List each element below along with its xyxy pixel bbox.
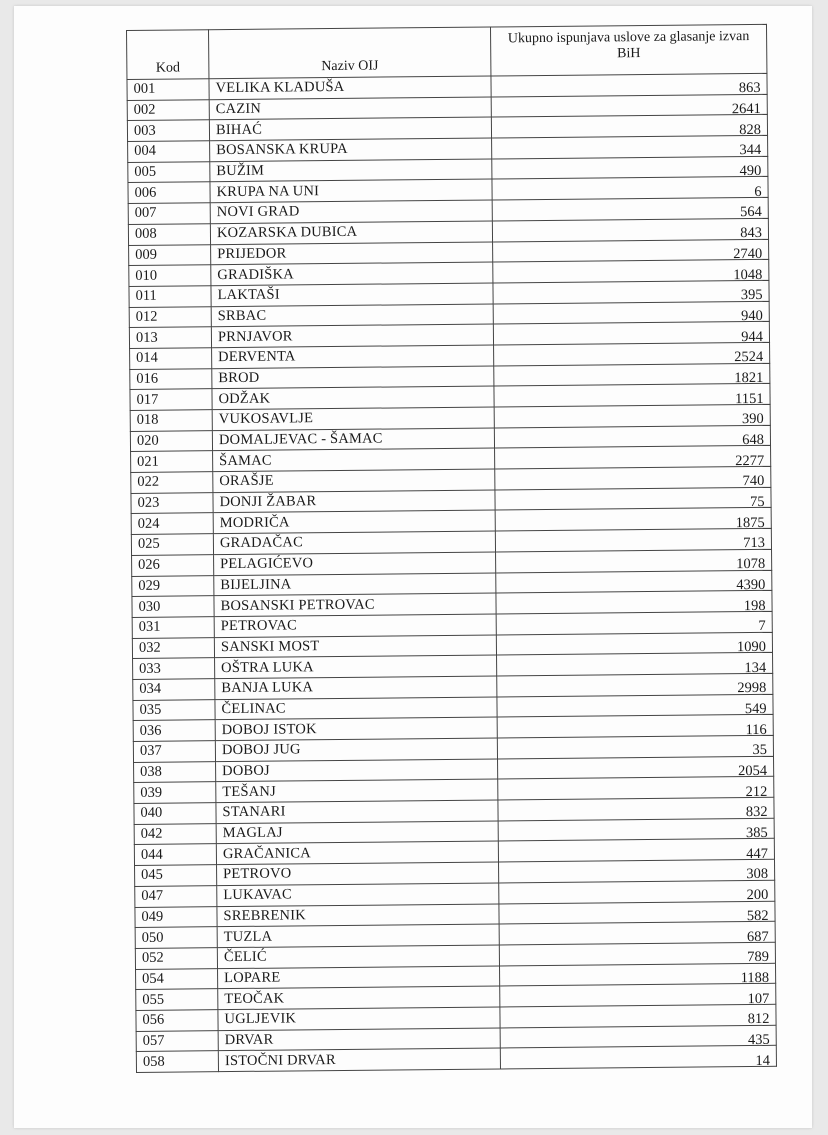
value-cell: 116 [497, 720, 773, 743]
table-header-row [127, 24, 767, 79]
code-cell: 025 [131, 534, 213, 555]
value-cell: 7 [496, 616, 772, 639]
value-cell: 944 [493, 327, 769, 350]
name-cell: BROD [212, 366, 494, 389]
code-cell: 052 [135, 948, 217, 969]
value-cell: 740 [495, 471, 771, 494]
value-cell: 344 [492, 140, 768, 163]
name-cell: DOBOJ ISTOK [215, 717, 497, 740]
name-cell: KRUPA NA UNI [210, 179, 492, 202]
name-cell: ORAŠJE [213, 469, 495, 492]
voters-table [126, 24, 777, 1073]
header-value: Ukupno ispunjava uslove za glasanje izvan BiH [490, 24, 766, 76]
value-cell: 1188 [500, 968, 776, 991]
name-cell: BIJELJINA [214, 572, 496, 595]
name-cell: GRAČANICA [216, 841, 498, 864]
document-page [14, 6, 812, 1128]
code-cell: 047 [135, 885, 217, 906]
code-cell: 006 [128, 182, 210, 203]
value-cell: 395 [493, 285, 769, 308]
name-cell: BOSANSKI PETROVAC [214, 593, 496, 616]
code-cell: 035 [133, 699, 215, 720]
code-cell: 050 [135, 927, 217, 948]
name-cell: SREBRENIK [217, 903, 499, 926]
name-cell: KOZARSKA DUBICA [210, 221, 492, 244]
code-cell: 020 [130, 430, 212, 451]
value-cell: 212 [498, 782, 774, 805]
value-cell: 789 [499, 947, 775, 970]
code-cell: 049 [135, 906, 217, 927]
name-cell: BANJA LUKA [215, 676, 497, 699]
value-cell: 200 [499, 885, 775, 908]
code-cell: 029 [132, 575, 214, 596]
code-cell: 033 [133, 658, 215, 679]
value-cell: 4390 [496, 575, 772, 598]
code-cell: 026 [132, 554, 214, 575]
name-cell: UGLJEVIK [218, 1007, 500, 1030]
code-cell: 038 [134, 761, 216, 782]
name-cell: MAGLAJ [216, 821, 498, 844]
code-cell: 037 [133, 741, 215, 762]
name-cell: DOBOJ [216, 759, 498, 782]
name-cell: VUKOSAVLJE [212, 407, 494, 430]
value-cell: 582 [499, 906, 775, 929]
value-cell: 549 [497, 699, 773, 722]
code-cell: 003 [127, 120, 209, 141]
name-cell: ODŽAK [212, 386, 494, 409]
value-cell: 2277 [495, 451, 771, 474]
value-cell: 1821 [494, 368, 770, 391]
code-cell: 042 [134, 823, 216, 844]
name-cell: TEOČAK [218, 986, 500, 1009]
name-cell: VELIKA KLADUŠA [209, 76, 491, 99]
name-cell: DRVAR [218, 1028, 500, 1051]
value-cell: 1078 [496, 554, 772, 577]
value-cell: 812 [500, 1009, 776, 1032]
code-cell: 032 [132, 637, 214, 658]
value-cell: 308 [499, 864, 775, 887]
name-cell: SRBAC [211, 304, 493, 327]
name-cell: PETROVO [217, 862, 499, 885]
name-cell: LOPARE [218, 966, 500, 989]
name-cell: ŠAMAC [213, 448, 495, 471]
value-cell: 447 [498, 844, 774, 867]
value-cell: 2998 [497, 678, 773, 701]
code-cell: 018 [130, 410, 212, 431]
document-content [126, 24, 776, 1080]
value-cell: 6 [492, 182, 768, 205]
value-cell: 435 [500, 1030, 776, 1053]
code-cell: 055 [136, 989, 218, 1010]
value-cell: 198 [496, 596, 772, 619]
code-cell: 056 [136, 1010, 218, 1031]
name-cell: PETROVAC [214, 614, 496, 637]
name-cell: BUŽIM [210, 159, 492, 182]
name-cell: GRADIŠKA [211, 262, 493, 285]
name-cell: GRADAČAC [213, 531, 495, 554]
table-body [127, 73, 777, 1072]
name-cell: ČELINAC [215, 697, 497, 720]
code-cell: 030 [132, 596, 214, 617]
name-cell: BIHAĆ [209, 117, 491, 140]
code-cell: 021 [131, 451, 213, 472]
code-cell: 036 [133, 720, 215, 741]
value-cell: 940 [493, 306, 769, 329]
code-cell: 005 [128, 161, 210, 182]
name-cell: CAZIN [209, 97, 491, 120]
code-cell: 008 [128, 224, 210, 245]
name-cell: ČELIĆ [217, 945, 499, 968]
code-cell: 034 [133, 679, 215, 700]
value-cell: 1151 [494, 389, 770, 412]
code-cell: 031 [132, 617, 214, 638]
code-cell: 045 [135, 865, 217, 886]
value-cell: 687 [499, 926, 775, 949]
name-cell: ISTOČNI DRVAR [218, 1048, 500, 1071]
code-cell: 022 [131, 472, 213, 493]
name-cell: DONJI ŽABAR [213, 490, 495, 513]
value-cell: 832 [498, 802, 774, 825]
value-cell: 843 [492, 223, 768, 246]
code-cell: 023 [131, 492, 213, 513]
code-cell: 058 [136, 1051, 218, 1072]
value-cell: 2641 [491, 99, 767, 122]
name-cell: TUZLA [217, 924, 499, 947]
value-cell: 390 [494, 409, 770, 432]
header-name: Naziv OIJ [209, 27, 491, 79]
code-cell: 013 [129, 327, 211, 348]
value-cell: 564 [492, 202, 768, 225]
code-cell: 017 [130, 389, 212, 410]
value-cell: 2054 [498, 761, 774, 784]
value-cell: 2524 [494, 347, 770, 370]
name-cell: DERVENTA [212, 345, 494, 368]
code-cell: 001 [127, 79, 209, 100]
name-cell: LUKAVAC [217, 883, 499, 906]
code-cell: 010 [129, 265, 211, 286]
value-cell: 1090 [496, 637, 772, 660]
value-cell: 107 [500, 989, 776, 1012]
value-cell: 2740 [493, 244, 769, 267]
value-cell: 35 [497, 740, 773, 763]
value-cell: 713 [495, 533, 771, 556]
code-cell: 007 [128, 203, 210, 224]
name-cell: BOSANSKA KRUPA [210, 138, 492, 161]
code-cell: 057 [136, 1030, 218, 1051]
name-cell: STANARI [216, 800, 498, 823]
name-cell: PELAGIĆEVO [214, 552, 496, 575]
name-cell: TEŠANJ [216, 779, 498, 802]
name-cell: LAKTAŠI [211, 283, 493, 306]
name-cell: PRNJAVOR [211, 324, 493, 347]
name-cell: DOMALJEVAC - ŠAMAC [212, 428, 494, 451]
value-cell: 648 [494, 430, 770, 453]
code-cell: 012 [129, 306, 211, 327]
code-cell: 044 [134, 844, 216, 865]
code-cell: 002 [127, 99, 209, 120]
code-cell: 054 [136, 968, 218, 989]
code-cell: 014 [130, 348, 212, 369]
header-code: Kod [127, 30, 209, 80]
value-cell: 75 [495, 492, 771, 515]
code-cell: 011 [129, 286, 211, 307]
code-cell: 016 [130, 368, 212, 389]
value-cell: 490 [492, 161, 768, 184]
code-cell: 009 [129, 244, 211, 265]
code-cell: 039 [134, 782, 216, 803]
name-cell: SANSKI MOST [214, 635, 496, 658]
name-cell: NOVI GRAD [210, 200, 492, 223]
value-cell: 863 [491, 78, 767, 101]
name-cell: PRIJEDOR [211, 241, 493, 264]
value-cell: 1048 [493, 265, 769, 288]
value-cell: 134 [497, 658, 773, 681]
code-cell: 004 [128, 141, 210, 162]
value-cell: 828 [491, 120, 767, 143]
code-cell: 040 [134, 803, 216, 824]
value-cell: 1875 [495, 513, 771, 536]
name-cell: OŠTRA LUKA [215, 655, 497, 678]
name-cell: DOBOJ JUG [215, 738, 497, 761]
name-cell: MODRIČA [213, 510, 495, 533]
code-cell: 024 [131, 513, 213, 534]
value-cell: 14 [500, 1051, 776, 1074]
value-cell: 385 [498, 823, 774, 846]
